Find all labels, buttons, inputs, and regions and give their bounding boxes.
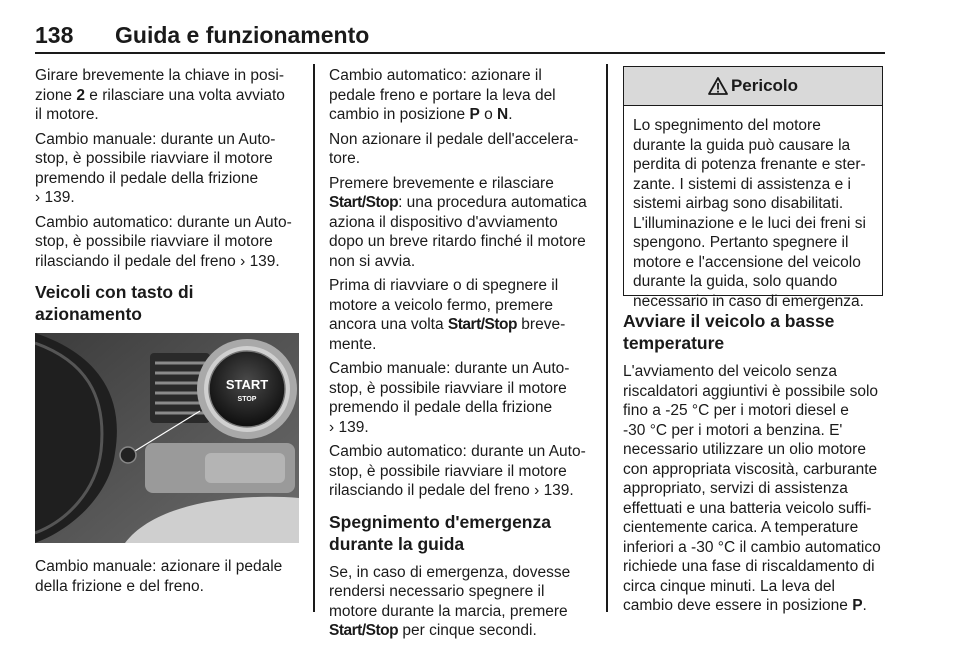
page-ref-arrow-icon: › — [329, 418, 335, 436]
photo-start-label: START — [225, 377, 269, 392]
paragraph: Se, in caso di emergenza, dovesse rendersi necessario spegnere il motore durante la marcia, premere Start/Stop per cinque secondi. — [329, 563, 571, 639]
page-number: 138 — [35, 22, 74, 48]
page-reference[interactable]: 139. — [338, 418, 369, 436]
section-heading: Veicoli con tasto di azionamento — [35, 282, 194, 324]
column-divider-1 — [313, 64, 315, 612]
warning-header — [624, 67, 882, 106]
paragraph: Cambio automatico: durante un Auto- stop, è possibile riavviare il motore rilasciando il pedale del freno › 139. — [329, 443, 586, 499]
start-stop-button-photo — [35, 333, 299, 543]
photo-stop-label: STOP — [237, 396, 257, 403]
paragraph: Cambio automatico: durante un Auto- stop, è possibile riavviare il motore rilasciando il pedale del freno › 139. — [35, 213, 292, 270]
header-rule — [35, 52, 885, 54]
warning-text: Lo spegnimento del motore durante la guida può causare la perdita di potenza frenante e ster- zante. I sistemi di assistenza e i sistemi airbag sono disabilitati. L'illuminazione e le luci dei freni si spengono. Pertanto spegnere il motore e l'accensione del veicolo durante la guida, solo quando necessario in caso di emergenza. — [633, 117, 866, 310]
page-reference[interactable]: 139. — [44, 189, 75, 206]
page-ref-arrow-icon: › — [534, 482, 540, 499]
start-stop-key-label: Start/Stop — [329, 194, 399, 211]
paragraph: Cambio manuale: durante un Auto- stop, è possibile riavviare il motore premendo il pedale della frizione › 139. — [35, 130, 276, 206]
page-ref-arrow-icon: › — [35, 189, 41, 206]
warning-title: Pericolo — [730, 76, 799, 96]
column-3 — [623, 306, 891, 621]
column-2 — [329, 66, 597, 646]
section-heading: Avviare il veicolo a basse temperature — [623, 311, 835, 353]
photo-caption: Cambio manuale: azionare il pedale della frizione e del freno. — [35, 558, 283, 595]
paragraph: L'avviamento del veicolo senza riscaldatori aggiuntivi è possibile solo fino a -25 °C per i motori diesel e -30 °C per i motori a benzina. E' necessario utilizzare un olio motore con appropriata viscosità, carburante appropriato, servizi di assistenza effettuati e una batteria veicolo suffi- cientemente carica. A temperature inferiori a -30 °C il cambio automatico richiede una fase di riscaldamento di circa cinque minuti. La leva del cambio deve essere in posizione P. — [623, 363, 881, 614]
paragraph: Non azionare il pedale dell'accelera- tore. — [329, 130, 579, 167]
start-stop-key-label: Start/Stop — [329, 622, 399, 639]
paragraph: Girare brevemente la chiave in posi- zione 2 e rilasciare una volta avviato il motore. — [35, 67, 285, 123]
section-heading: Spegnimento d'emergenza durante la guida — [329, 511, 551, 554]
paragraph: Cambio automatico: azionare il pedale freno e portare la leva del cambio in posizione P o N. — [329, 67, 556, 123]
warning-triangle-icon — [708, 77, 728, 95]
column-1 — [35, 66, 303, 601]
page-header — [35, 20, 885, 50]
section-title: Guida e funzionamento — [115, 22, 370, 48]
danger-warning-box — [623, 66, 883, 310]
start-stop-key-label: Start/Stop — [447, 316, 517, 333]
page-ref-arrow-icon: › — [240, 252, 246, 270]
column-divider-2 — [606, 64, 608, 612]
paragraph: Prima di riavviare o di spegnere il motore a veicolo fermo, premere ancora una volta Start/Stop breve- mente. — [329, 277, 566, 353]
page-reference[interactable]: 139. — [249, 252, 280, 270]
paragraph: Premere brevemente e rilasciare Start/Stop: una procedura automatica aziona il dispositivo d'avviamento dopo un breve ritardo finché il motore non si avvia. — [329, 174, 587, 270]
paragraph: Cambio manuale: durante un Auto- stop, è possibile riavviare il motore premendo il pedale della frizione › 139. — [329, 360, 570, 436]
page-reference[interactable]: 139. — [543, 482, 574, 499]
